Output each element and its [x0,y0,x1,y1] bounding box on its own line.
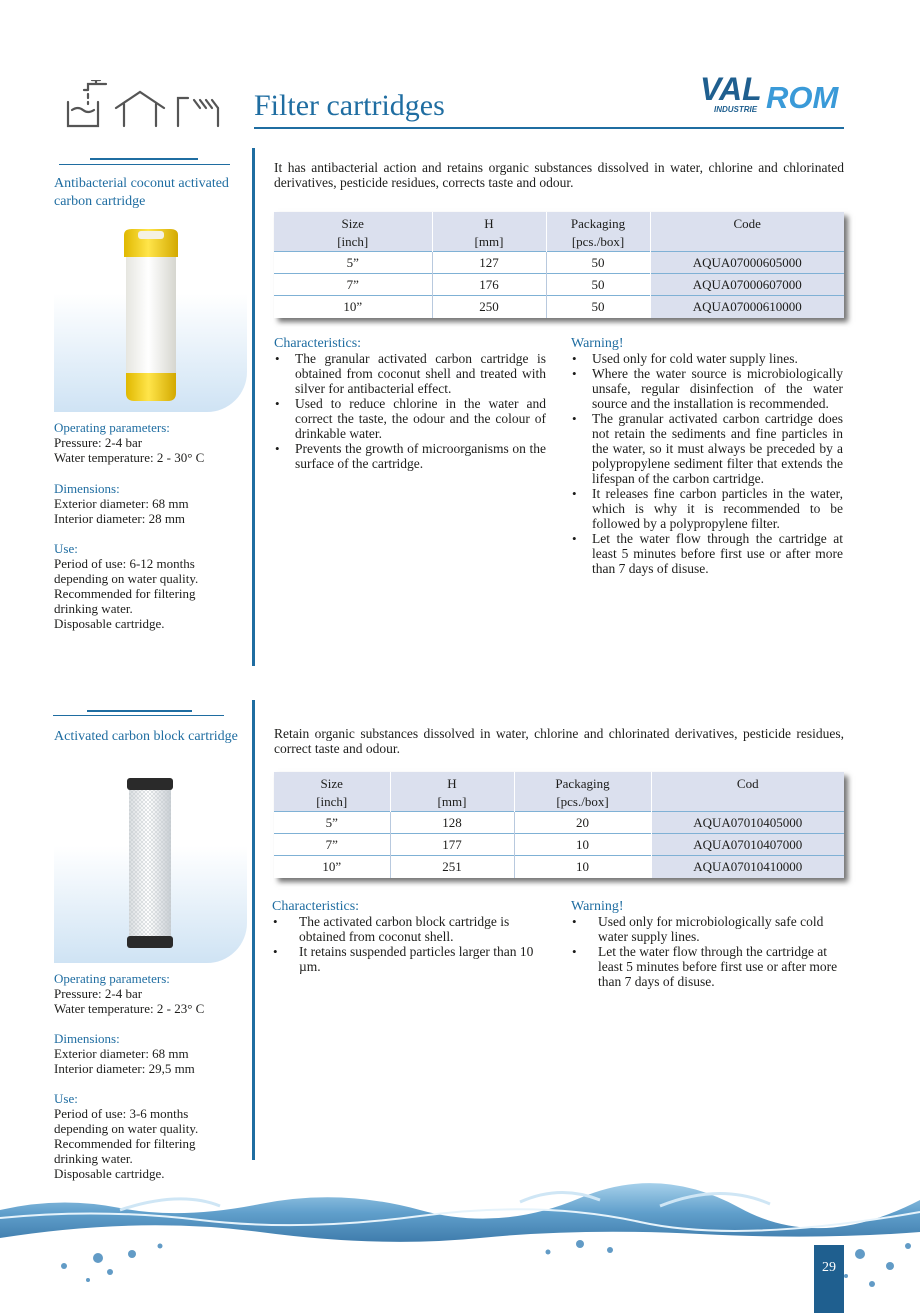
dimensions-line: Exterior diameter: 68 mm [54,1046,189,1061]
operating-line: Water temperature: 2 - 30° C [54,450,205,465]
product-1-photo-panel [54,215,247,412]
operating-line: Pressure: 2-4 bar [54,986,143,1001]
table-cell: 50 [546,296,650,318]
product-2-intro: Retain organic substances dissolved in water, chlorine and chlorinated derivatives, pesticide residues, correct taste and odour. [274,726,844,756]
table-row [274,296,844,318]
list-item: • Let the water flow through the cartridge at least 5 minutes before first use or after more than 7 days of disuse. [571,944,844,989]
list-item: • The activated carbon block cartridge is obtained from coconut shell. [272,914,546,944]
table-cell: 10” [274,856,390,878]
table-cell: 7” [274,834,390,856]
characteristics-heading: Characteristics: [272,899,360,914]
table-row [274,252,844,274]
product-2-photo-panel [54,768,247,963]
warning-heading: Warning! [571,336,624,351]
use-line: drinking water. [54,1151,133,1166]
dimensions-line: Interior diameter: 28 mm [54,511,186,526]
table-header-cell: Code [650,212,844,252]
product-2-operating [54,971,254,1016]
table-cell-code: AQUA07000607000 [650,274,844,296]
use-line: depending on water quality. [54,571,199,586]
table-cell-code: AQUA07000610000 [650,296,844,318]
logo-subtitle: INDUSTRIE [714,105,758,114]
table-cell: 177 [390,834,514,856]
list-item: • Let the water flow through the cartridge at least 5 minutes before first use or after more than 7 days of disuse. [571,531,843,576]
water-splash-decoration [0,1180,920,1313]
sidebar-rule [53,715,224,716]
list-item: • Where the water source is microbiologically unsafe, regular disinfection of the water source and the installation is recommended. [571,366,843,411]
product-1-intro: It has antibacterial action and retains organic substances dissolved in water, chlorine and chlorinated derivatives, pesticide residues, corrects taste and odour. [274,160,844,190]
house-roof-icon [116,92,164,126]
operating-heading: Operating parameters: [54,420,170,435]
warning-heading: Warning! [571,899,624,914]
product-1-use [54,541,254,631]
list-item: • Used only for cold water supply lines. [571,351,843,366]
logo-part2: ROM [766,80,839,114]
product-2-characteristics [272,899,546,974]
heating-radiator-icon [178,98,218,126]
product-2-use [54,1091,254,1181]
use-line: Period of use: 3-6 months [54,1106,189,1121]
table-cell: 10 [514,856,651,878]
table-row [274,812,844,834]
list-item: • The granular activated carbon cartridge does not retain the sediments and fine particles in the water, so it must always be preceded by a polypropylene sediment filter that extends the lifespan of the carbon cartridge. [571,411,843,486]
use-heading: Use: [54,1091,78,1106]
list-item: • Prevents the growth of microorganisms on the surface of the cartridge. [274,441,546,471]
table-cell: 250 [432,296,546,318]
table-cell-code: AQUA07010410000 [651,856,844,878]
use-line: Period of use: 6-12 months [54,556,195,571]
product-2-cartridge-image [126,778,174,950]
product-2-dimensions [54,1031,254,1076]
table-cell: 7” [274,274,432,296]
sink-faucet-icon [68,80,106,126]
dimensions-line: Exterior diameter: 68 mm [54,496,189,511]
table-cell: 50 [546,252,650,274]
use-line: drinking water. [54,601,133,616]
list-item: • The granular activated carbon cartridge is obtained from coconut shell and treated with silver for antibacterial effect. [274,351,546,396]
sidebar-rule-top [87,710,192,712]
use-line: Recommended for filtering [54,586,196,601]
list-item: • It releases fine carbon particles in the water, which is why it is recommended to be followed by a polypropylene filter. [571,486,843,531]
product-1-vertical-rule [252,148,255,666]
table-cell-code: AQUA07000605000 [650,252,844,274]
operating-heading: Operating parameters: [54,971,170,986]
use-line: Recommended for filtering [54,1136,196,1151]
table-header-row [274,772,844,812]
table-cell: 176 [432,274,546,296]
dimensions-heading: Dimensions: [54,1031,120,1046]
title-divider [254,127,844,129]
table-cell: 50 [546,274,650,296]
table-cell: 5” [274,812,390,834]
table-cell: 127 [432,252,546,274]
table-row [274,834,844,856]
use-heading: Use: [54,541,78,556]
table-cell-code: AQUA07010405000 [651,812,844,834]
use-line: depending on water quality. [54,1121,199,1136]
product-1-operating [54,420,254,465]
table-header-cell: Size [inch] [274,772,390,812]
use-line: Disposable cartridge. [54,616,165,631]
list-item: • Used only for microbiologically safe cold water supply lines. [571,914,844,944]
table-header-cell: Packaging [pcs./box] [546,212,650,252]
table-header-cell: Cod [651,772,844,812]
product-2-title: Activated carbon block cartridge [54,729,238,744]
table-header-cell: Packaging [pcs./box] [514,772,651,812]
list-item: • Used to reduce chlorine in the water and correct the taste, the odour and the colour of drinkable water. [274,396,546,441]
table-row [274,274,844,296]
product-2-warning [571,899,844,989]
table-row [274,856,844,878]
table-cell: 20 [514,812,651,834]
page-title: Filter cartridges [254,89,445,122]
table-cell: 5” [274,252,432,274]
sidebar-rule [59,164,230,165]
product-1-characteristics [274,336,546,471]
product-1-title: Antibacterial coconut activated carbon cartridge [54,176,229,209]
table-header-cell: H [mm] [390,772,514,812]
table-header-cell: Size [inch] [274,212,432,252]
table-cell: 10 [514,834,651,856]
table-cell: 251 [390,856,514,878]
list-item: • It retains suspended particles larger than 10 µm. [272,944,546,974]
sidebar-rule-top [90,158,198,160]
product-1-warning [571,336,843,576]
product-1-dimensions [54,481,254,526]
operating-line: Water temperature: 2 - 23° C [54,1001,205,1016]
table-cell: 128 [390,812,514,834]
table-cell: 10” [274,296,432,318]
product-2-vertical-rule [252,700,255,1160]
logo-part1: VAL [700,71,762,107]
use-line: Disposable cartridge. [54,1166,165,1181]
dimensions-line: Interior diameter: 29,5 mm [54,1061,195,1076]
operating-line: Pressure: 2-4 bar [54,435,143,450]
page-number: 29 [814,1245,844,1313]
header-icons [66,80,226,132]
table-cell-code: AQUA07010407000 [651,834,844,856]
dimensions-heading: Dimensions: [54,481,120,496]
table-header-cell: H [mm] [432,212,546,252]
product-1-table [274,212,844,318]
valrom-logo [700,70,844,114]
product-1-cartridge-image [120,229,182,401]
table-header-row [274,212,844,252]
product-2-table [274,772,844,878]
characteristics-heading: Characteristics: [274,336,362,351]
